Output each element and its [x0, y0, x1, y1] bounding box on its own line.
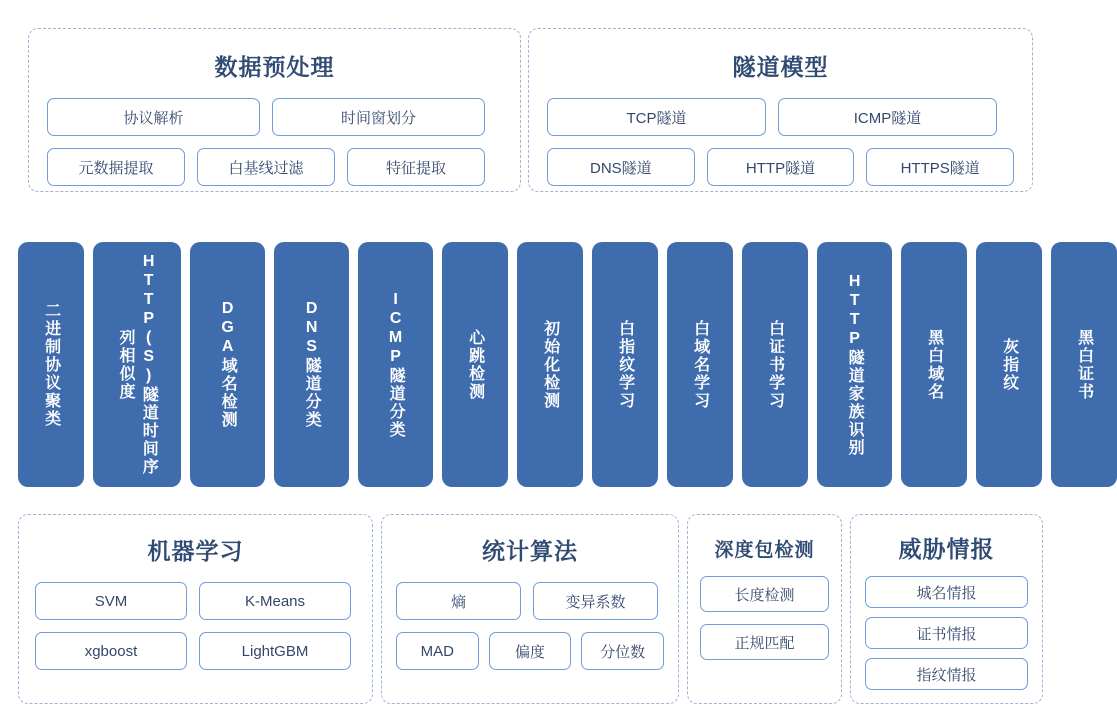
chip-skewness[interactable]: 偏度 — [489, 632, 572, 670]
intel-row-3 — [865, 658, 1028, 690]
chip-length-detection[interactable]: 长度检测 — [700, 576, 829, 612]
algo-label: ICMP隧道分类 — [387, 290, 405, 439]
chip-lightgbm[interactable]: LightGBM — [199, 632, 351, 670]
preprocessing-row-1 — [47, 98, 502, 136]
algo-label: 灰指纹 — [1000, 337, 1018, 392]
algo-label: 初始化检测 — [541, 319, 559, 410]
chip-http-tunnel[interactable]: HTTP隧道 — [707, 148, 855, 186]
algo-column-initialization-detection[interactable] — [517, 242, 583, 487]
panel-deep-packet-inspection — [687, 514, 842, 704]
algo-column-black-white-certificate[interactable] — [1051, 242, 1117, 487]
intel-row-1 — [865, 576, 1028, 608]
chip-mad[interactable]: MAD — [396, 632, 479, 670]
algo-label: 白证书学习 — [766, 319, 784, 410]
algo-column-gray-fingerprint[interactable] — [976, 242, 1042, 487]
panel-threat-intelligence — [850, 514, 1043, 704]
algo-label: 白指纹学习 — [616, 319, 634, 410]
algo-label: DNS隧道分类 — [303, 300, 321, 429]
chip-entropy[interactable]: 熵 — [396, 582, 521, 620]
chip-metadata-extraction[interactable]: 元数据提取 — [47, 148, 185, 186]
algo-column-black-white-domain[interactable] — [901, 242, 967, 487]
chip-svm[interactable]: SVM — [35, 582, 187, 620]
chip-domain-intelligence[interactable]: 城名情报 — [865, 576, 1028, 608]
chip-coefficient-of-variation[interactable]: 变异系数 — [533, 582, 658, 620]
chip-kmeans[interactable]: K-Means — [199, 582, 351, 620]
chip-https-tunnel[interactable]: HTTPS隧道 — [866, 148, 1014, 186]
dpi-row-1 — [700, 576, 829, 612]
chip-regex-matching[interactable]: 正规匹配 — [700, 624, 829, 660]
machine-learning-row-2 — [35, 632, 356, 670]
chip-tcp-tunnel[interactable]: TCP隧道 — [547, 98, 766, 136]
dpi-row-2 — [700, 624, 829, 660]
algo-column-white-domain-learning[interactable] — [667, 242, 733, 487]
algorithm-column-strip — [18, 242, 1093, 487]
panel-machine-learning — [18, 514, 373, 704]
chip-xgboost[interactable]: xgboost — [35, 632, 187, 670]
chip-dns-tunnel[interactable]: DNS隧道 — [547, 148, 695, 186]
preprocessing-row-2 — [47, 148, 502, 186]
algo-column-binary-protocol-clustering[interactable] — [18, 242, 84, 487]
chip-quantile[interactable]: 分位数 — [581, 632, 664, 670]
machine-learning-row-1 — [35, 582, 356, 620]
panel-dpi-title: 深度包检测 — [714, 540, 815, 561]
algo-column-white-certificate-learning[interactable] — [742, 242, 808, 487]
algo-label: 白域名学习 — [691, 319, 709, 410]
panel-machine-learning-title: 机器学习 — [147, 538, 244, 564]
chip-certificate-intelligence[interactable]: 证书情报 — [865, 617, 1028, 649]
statistics-row-1 — [396, 582, 664, 620]
panel-tunnel-title: 隧道模型 — [732, 54, 829, 80]
panel-preprocessing-title: 数据预处理 — [214, 54, 335, 80]
algo-column-white-fingerprint-learning[interactable] — [592, 242, 658, 487]
chip-protocol-parsing[interactable]: 协议解析 — [47, 98, 260, 136]
panel-threat-intelligence-title: 威胁情报 — [898, 536, 995, 562]
panel-data-preprocessing — [28, 28, 521, 192]
chip-white-baseline-filter[interactable]: 白基线过滤 — [197, 148, 335, 186]
algo-label: HTTP(S)隧道时间序列相似度 — [117, 253, 158, 476]
tunnel-row-2 — [547, 148, 1014, 186]
algo-column-heartbeat-detection[interactable] — [442, 242, 508, 487]
panel-tunnel-model — [528, 28, 1033, 192]
chip-fingerprint-intelligence[interactable]: 指纹情报 — [865, 658, 1028, 690]
chip-feature-extraction[interactable]: 特征提取 — [347, 148, 485, 186]
algo-column-https-tunnel-timeseries-similarity[interactable] — [93, 242, 181, 487]
panel-statistical-algorithms — [381, 514, 679, 704]
algo-label: 二进制协议聚类 — [42, 301, 60, 428]
chip-icmp-tunnel[interactable]: ICMP隧道 — [778, 98, 997, 136]
chip-time-window-split[interactable]: 时间窗划分 — [272, 98, 485, 136]
algo-column-dns-tunnel-classification[interactable] — [274, 242, 349, 487]
algo-label: 黑白域名 — [925, 328, 943, 401]
algo-label: HTTP隧道家族识别 — [846, 272, 864, 457]
tunnel-row-1 — [547, 98, 1014, 136]
panel-statistics-title: 统计算法 — [482, 538, 578, 564]
statistics-row-2 — [396, 632, 664, 670]
algo-column-icmp-tunnel-classification[interactable] — [358, 242, 433, 487]
algo-label: DGA域名检测 — [219, 300, 237, 429]
algo-label: 黑白证书 — [1075, 328, 1093, 401]
algo-column-dga-domain-detection[interactable] — [190, 242, 265, 487]
algo-label: 心跳检测 — [466, 328, 484, 401]
intel-row-2 — [865, 617, 1028, 649]
algo-column-http-tunnel-family-identification[interactable] — [817, 242, 892, 487]
